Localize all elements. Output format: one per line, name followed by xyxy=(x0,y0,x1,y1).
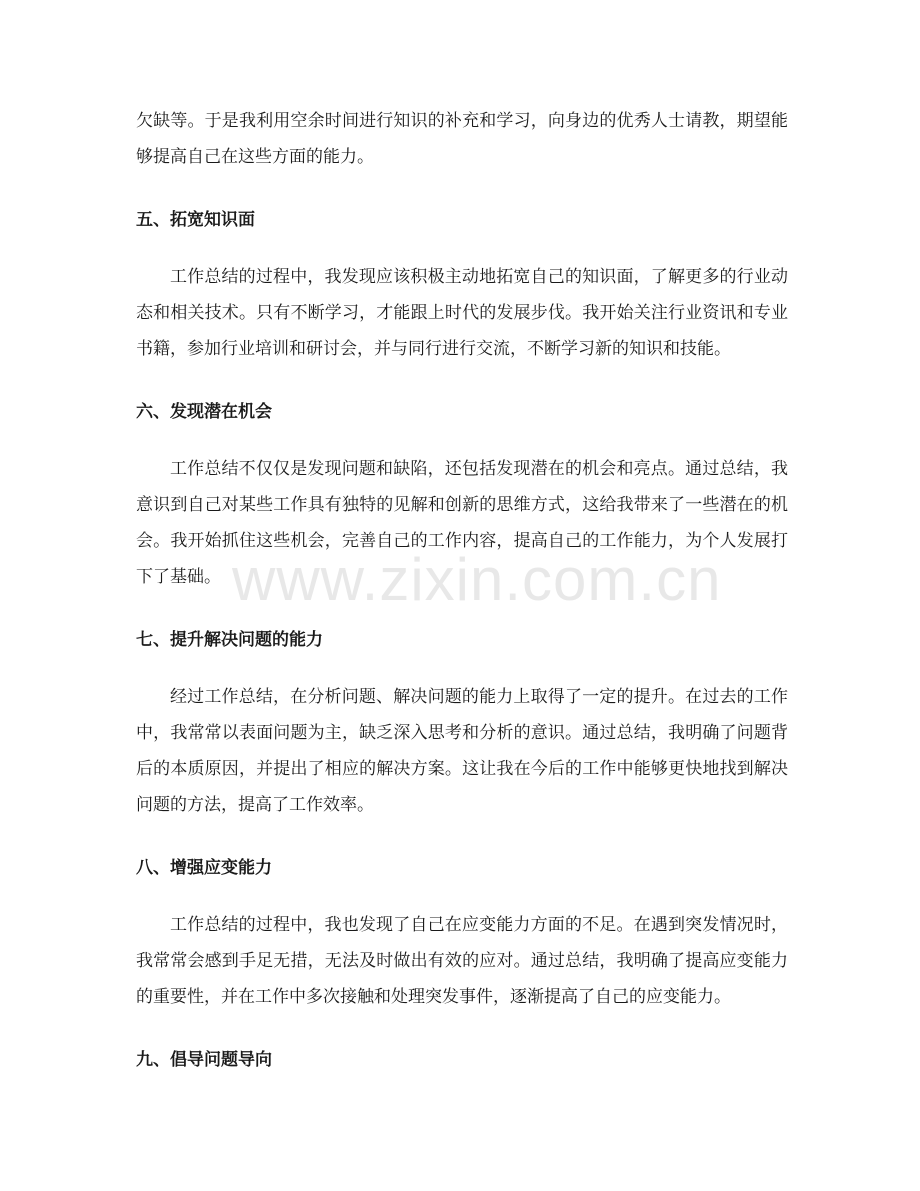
section-heading-7: 七、提升解决问题的能力 xyxy=(136,630,323,650)
section-heading-5: 五、拓宽知识面 xyxy=(136,210,255,230)
document-content xyxy=(136,103,788,1078)
section-body-6: 工作总结不仅仅是发现问题和缺陷，还包括发现潜在的机会和亮点。通过总结，我意识到自己对某些工作具有独特的见解和创新的思维方式，这给我带来了一些潜在的机会。我开始抓住这些机会，完善自己的工作内容，提高自己的工作能力，为个人发展打下了基础。 xyxy=(136,459,788,587)
section-heading-8: 八、增强应变能力 xyxy=(136,858,272,878)
watermark: www.zixin.com.cn xyxy=(232,546,722,613)
section-heading-9: 九、倡导问题导向 xyxy=(136,1050,272,1070)
intro-paragraph: 欠缺等。于是我利用空余时间进行知识的补充和学习，向身边的优秀人士请教，期望能够提高自己在这些方面的能力。 xyxy=(136,111,788,167)
section-heading-6: 六、发现潜在机会 xyxy=(136,402,272,422)
section-body-7: 经过工作总结，在分析问题、解决问题的能力上取得了一定的提升。在过去的工作中，我常常以表面问题为主，缺乏深入思考和分析的意识。通过总结，我明确了问题背后的本质原因，并提出了相应的解决方案。这让我在今后的工作中能够更快地找到解决问题的方法，提高了工作效率。 xyxy=(136,687,788,815)
section-body-8: 工作总结的过程中，我也发现了自己在应变能力方面的不足。在遇到突发情况时，我常常会感到手足无措，无法及时做出有效的应对。通过总结，我明确了提高应变能力的重要性，并在工作中多次接触和处理突发事件，逐渐提高了自己的应变能力。 xyxy=(136,915,788,1007)
section-body-5: 工作总结的过程中，我发现应该积极主动地拓宽自己的知识面，了解更多的行业动态和相关技术。只有不断学习，才能跟上时代的发展步伐。我开始关注行业资讯和专业书籍，参加行业培训和研讨会，并与同行进行交流，不断学习新的知识和技能。 xyxy=(136,267,788,359)
